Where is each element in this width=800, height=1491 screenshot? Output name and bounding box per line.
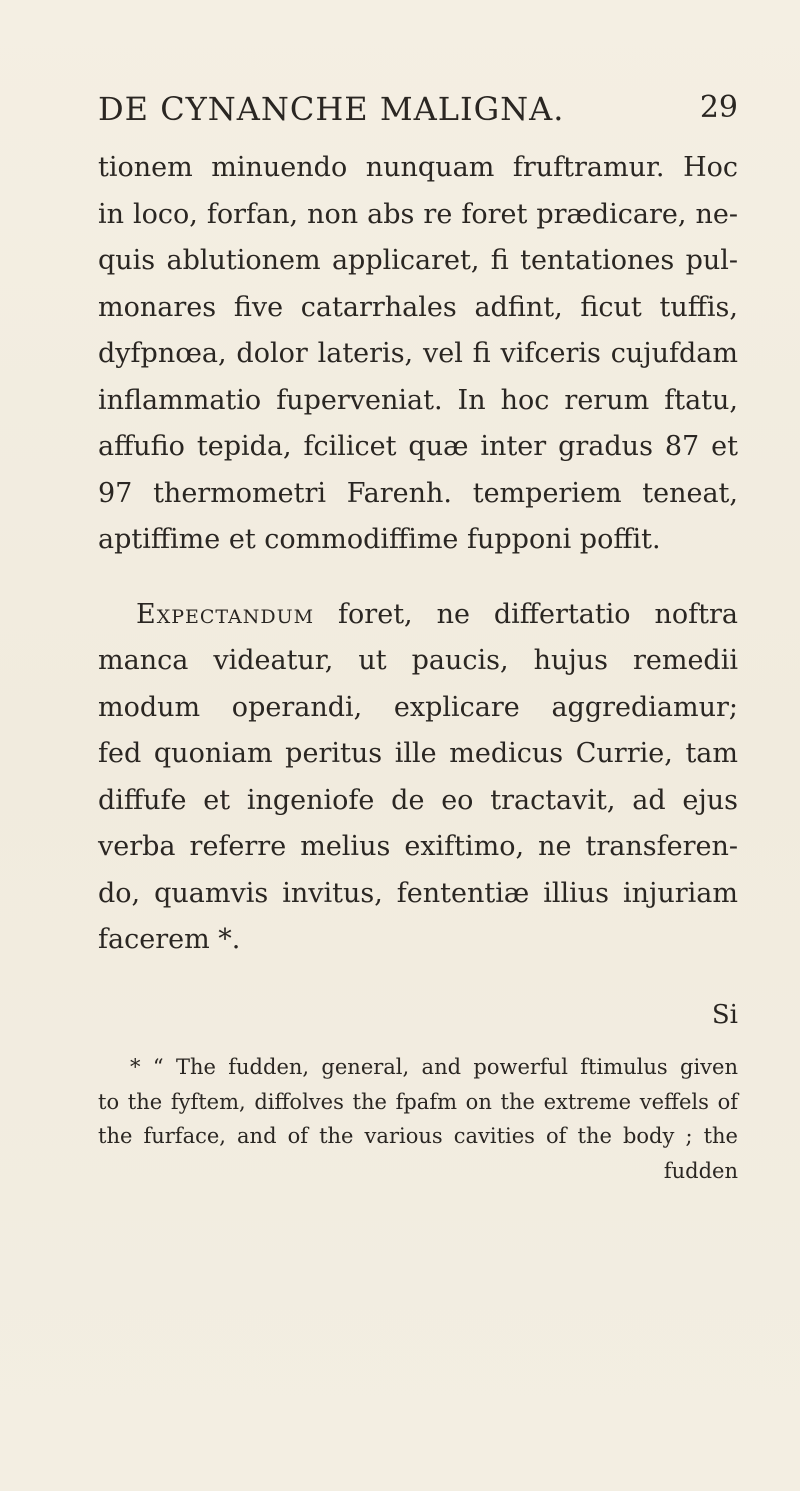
running-head: DE CYNANCHE MALIGNA.: [98, 90, 565, 128]
text-line: fed quoniam peritus ille medicus Currie, tam: [98, 738, 738, 769]
text-line: quis ablutionem applicaret, fi tentationes pul-: [98, 245, 738, 276]
text-line: in loco, forfan, non abs re foret prædicare, ne-: [98, 198, 738, 230]
page-header: [98, 90, 738, 130]
footnote-line: * “ The fudden, general, and powerful ftimulus given: [130, 1055, 738, 1079]
text-line: 97 thermometri Farenh. temperiem teneat,: [98, 477, 738, 509]
first-line-rest: foret, ne differtatio noftra: [314, 598, 738, 630]
text-line: facerem *.: [98, 924, 241, 955]
paragraph-2: [98, 592, 738, 964]
paragraph-opening-word: Expectandum: [136, 598, 315, 630]
text-line: aptiffime et commodiffime fupponi poffit.: [98, 524, 661, 555]
text-line: affufio tepida, fcilicet quæ inter gradus 87 et: [98, 431, 738, 462]
text-line: manca videatur, ut paucis, hujus remedii: [98, 645, 738, 676]
page-number: 29: [699, 90, 738, 125]
footnote-line: the furface, and of the various cavities of the body ; the: [98, 1124, 738, 1148]
text-line: diffufe et ingeniofe de eo tractavit, ad ejus: [98, 784, 738, 816]
text-line: tionem minuendo nunquam fruftramur. Hoc: [98, 152, 738, 183]
paragraph-1: [98, 145, 738, 564]
text-line: modum operandi, explicare aggrediamur;: [98, 691, 738, 723]
body-text: [98, 145, 738, 964]
footnote-catchword: fudden: [663, 1158, 738, 1183]
text-line: [98, 592, 738, 639]
text-line: dyfpnœa, dolor lateris, vel fi vifceris cujufdam: [98, 338, 738, 369]
text-line: do, quamvis invitus, fententiæ illius injuriam: [98, 877, 738, 909]
catchword: Si: [711, 1000, 738, 1030]
footnote: [98, 1050, 738, 1188]
paragraph-spacer: [98, 564, 738, 592]
text-line: verba referre melius exiftimo, ne transferen-: [98, 831, 738, 862]
text-line: inflammatio fuperveniat. In hoc rerum ftatu,: [98, 384, 738, 416]
footnote-line: to the fyftem, diffolves the fpafm on the extreme veffels of: [98, 1089, 738, 1114]
text-line: monares five catarrhales adfint, ficut tuffis,: [98, 291, 738, 323]
